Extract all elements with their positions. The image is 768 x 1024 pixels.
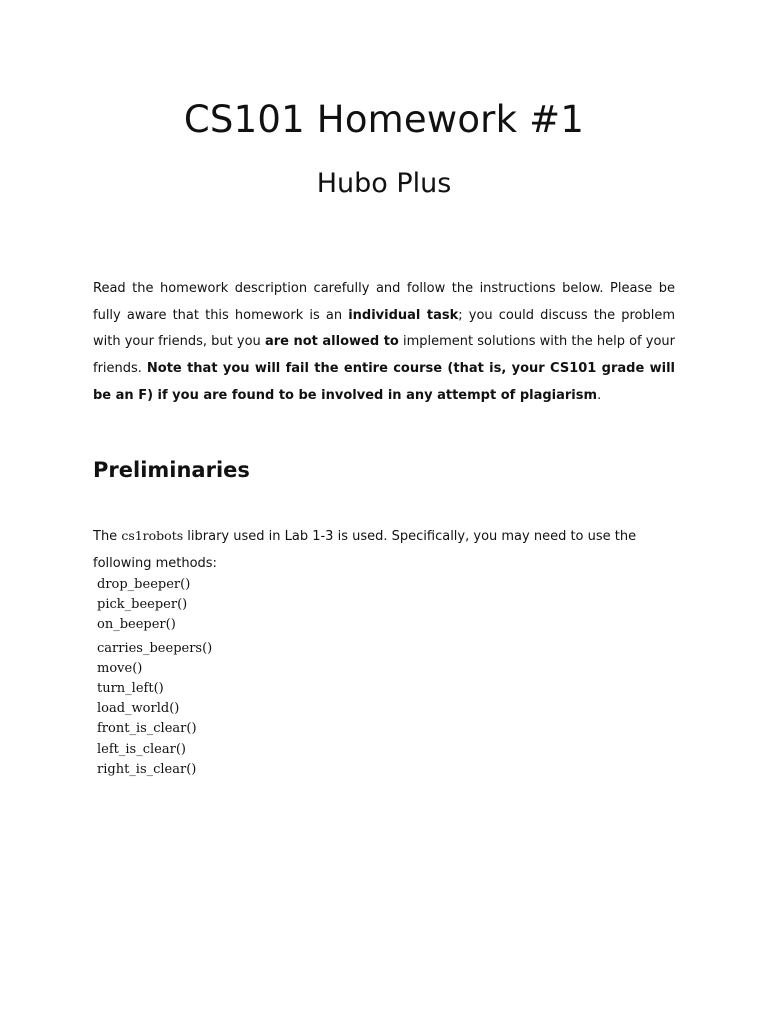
preliminaries-paragraph: [93, 523, 653, 577]
intro-bold-plagiarism-warning: Note that you will fail the entire course (that is, your CS101 grade will be an F) if you are found to be involved in any attempt of plagiarism: [93, 361, 676, 403]
document-subtitle: Hubo Plus: [316, 168, 452, 199]
method-item: on_beeper(): [97, 617, 176, 633]
method-item: load_world(): [97, 701, 180, 717]
method-item: drop_beeper(): [97, 577, 191, 592]
document-title: CS101 Homework #1: [183, 98, 585, 141]
intro-bold-not-allowed: are not allowed to: [264, 334, 399, 350]
method-item: left_is_clear(): [97, 741, 186, 757]
prelim-text-after: library used in Lab 1-3 is used. Specifically, you may need to use the following methods:: [93, 529, 637, 571]
method-item: front_is_clear(): [97, 721, 197, 737]
prelim-text-before: The: [93, 529, 122, 544]
intro-text-3: implement solutions with the help of your friends.: [93, 334, 676, 377]
library-name: cs1robots: [121, 528, 184, 543]
intro-text-4: .: [597, 387, 602, 403]
intro-bold-individual-task: individual task: [348, 307, 459, 323]
method-item: carries_beepers(): [97, 640, 213, 656]
method-item: right_is_clear(): [97, 761, 197, 777]
method-item: pick_beeper(): [97, 597, 188, 613]
method-item: move(): [97, 660, 143, 676]
intro-paragraph: [93, 276, 675, 410]
intro-text-1: Read the homework description carefully and follow the instructions below. Please be fully aware that this homework is an: [93, 281, 675, 323]
methods-list: [97, 575, 212, 780]
section-heading-preliminaries: Preliminaries: [93, 458, 250, 482]
intro-text-2: ; you could discuss the problem with your friends, but you: [93, 307, 676, 350]
method-item: turn_left(): [97, 680, 164, 696]
